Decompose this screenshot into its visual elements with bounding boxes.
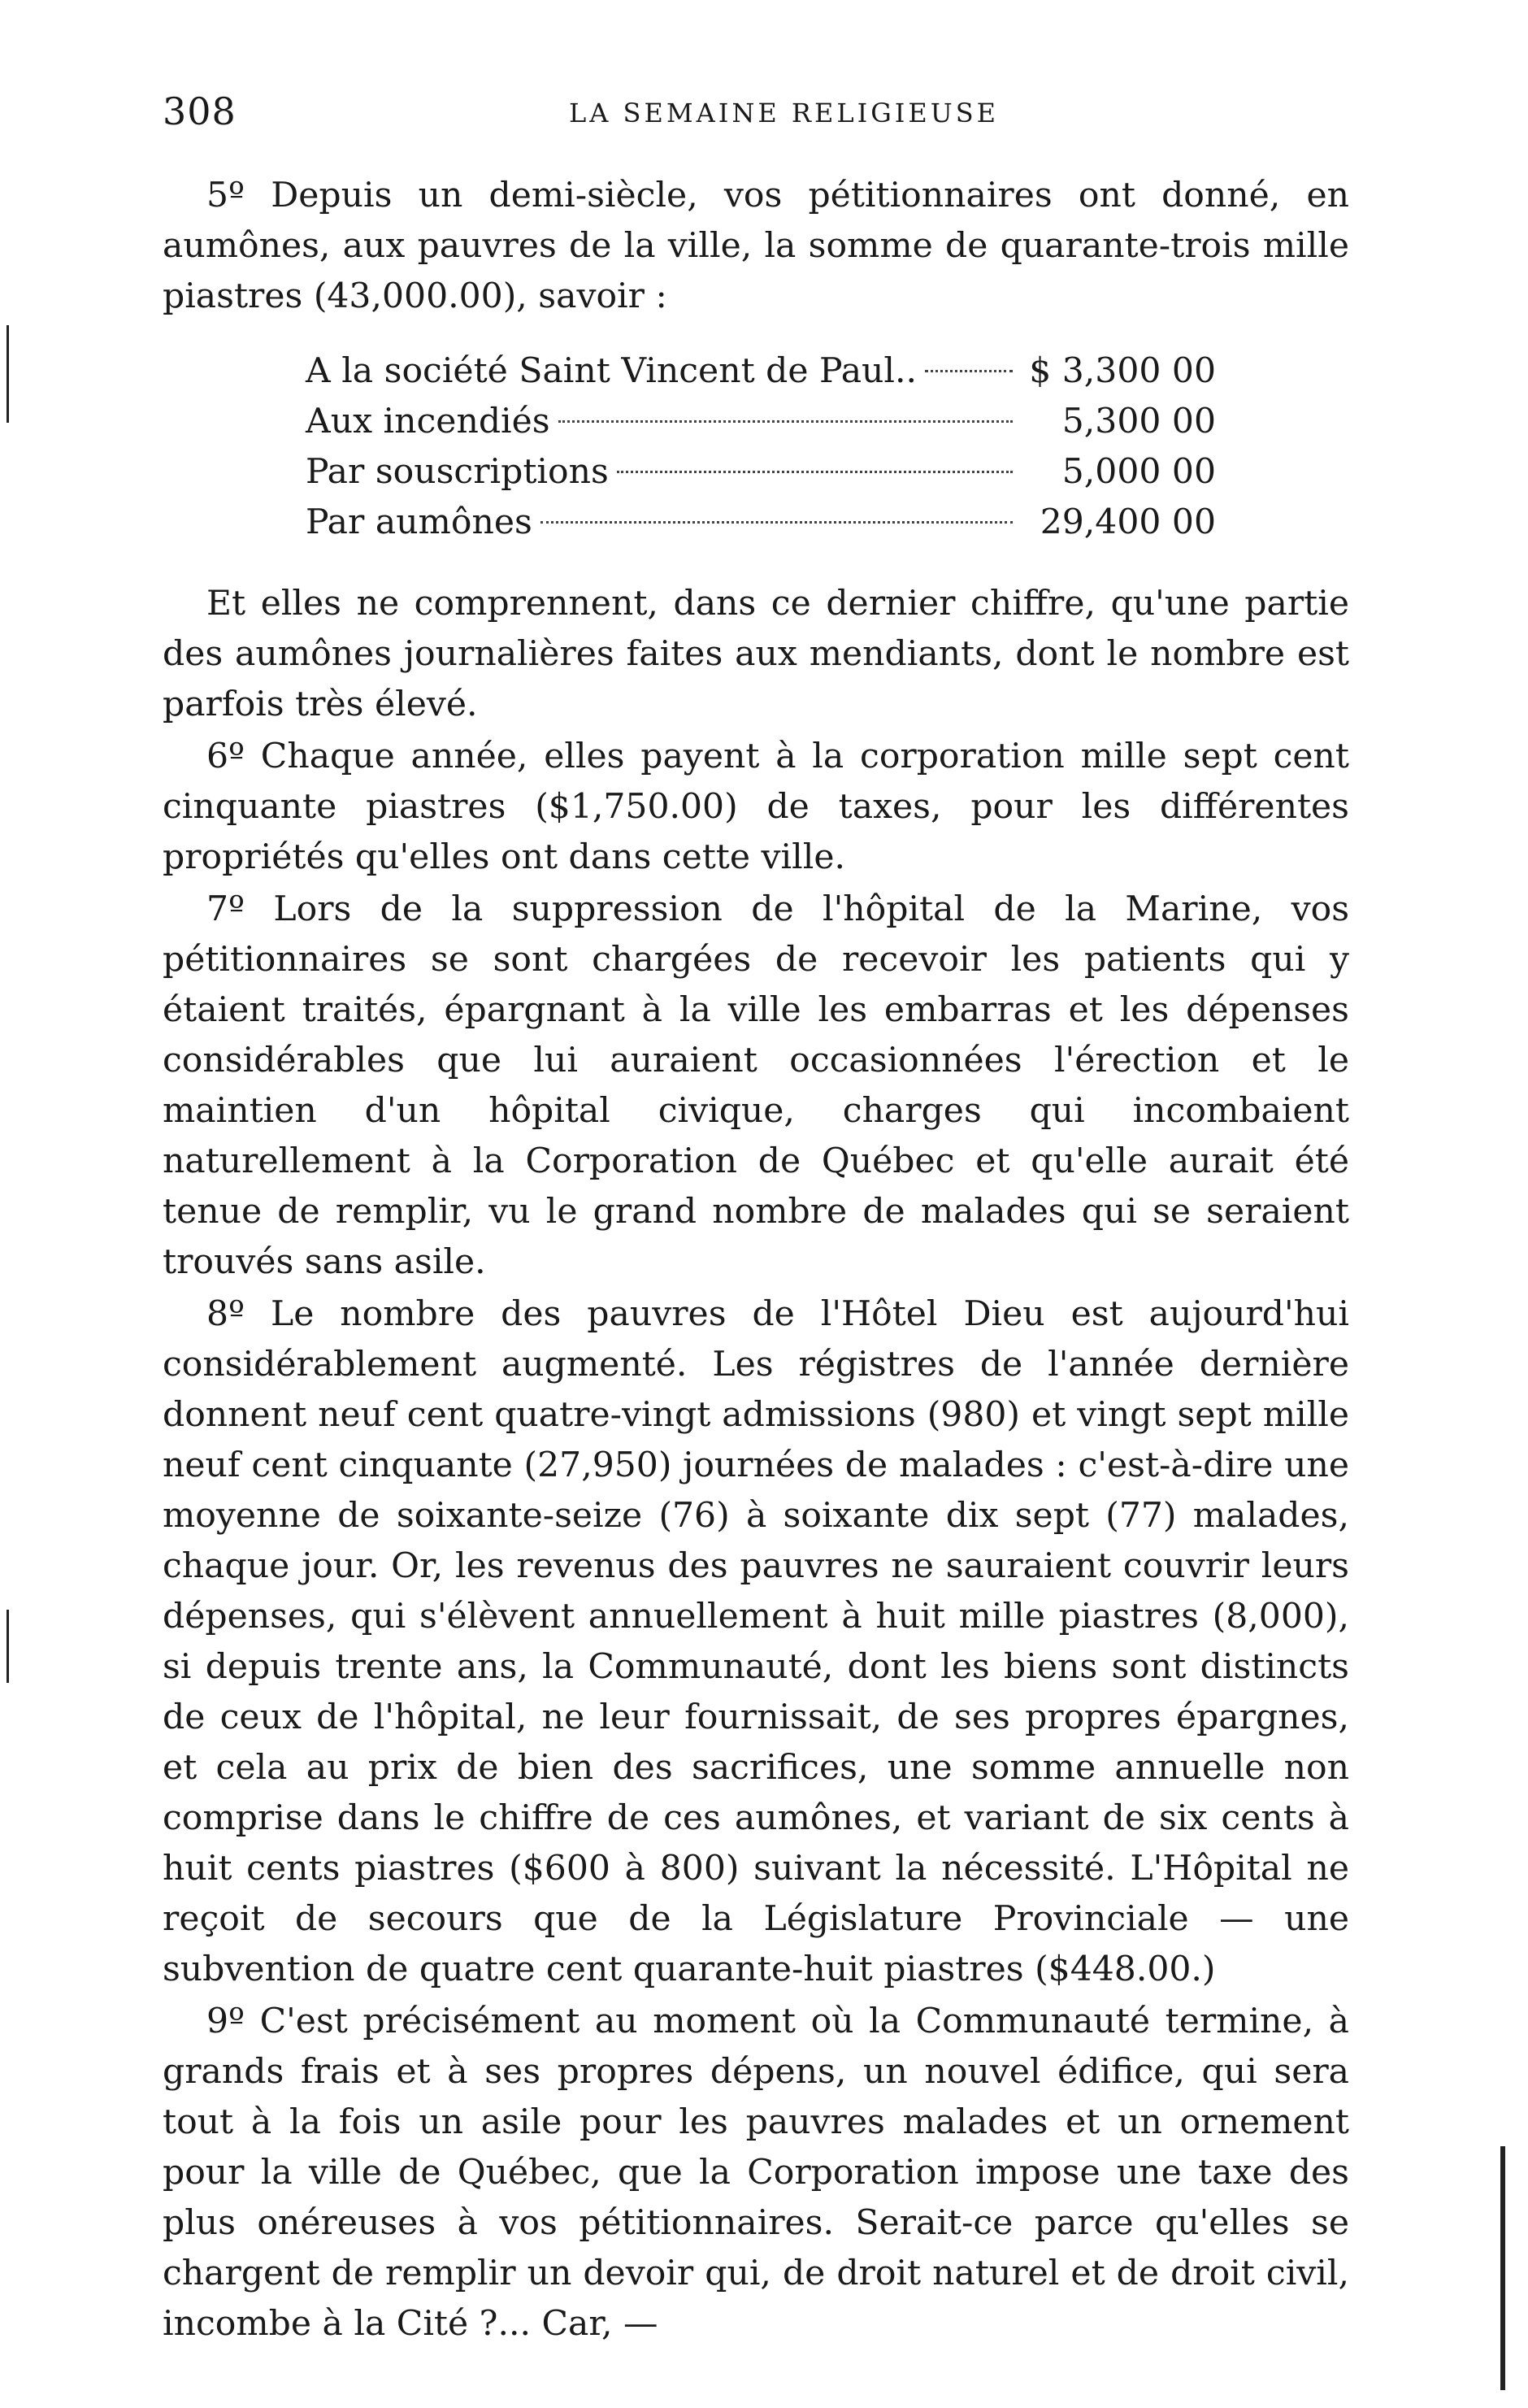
ledger-row	[306, 447, 1216, 498]
body-text	[163, 171, 1349, 2349]
running-title: LA SEMAINE RELIGIEUSE	[569, 98, 1000, 128]
ledger-amount: 29,400 00	[1040, 502, 1216, 542]
dot-leader	[558, 420, 1013, 423]
paragraph-6: 6º Chaque année, elles payent à la corporation mille sept cent cinquante piastres ($1,750.00) de taxes, pour les différentes propriétés qu'elles ont dans cette ville.	[163, 737, 1349, 877]
ledger-label: Aux incendiés	[306, 402, 550, 441]
ledger-label: Par souscriptions	[306, 452, 609, 492]
paragraph-et-elles: Et elles ne comprennent, dans ce dernier chiffre, qu'une partie des aumônes journalières faites aux mendiants, dont le nombre est parfois très élevé.	[163, 584, 1349, 724]
scan-edge-mark	[7, 1610, 9, 1683]
donation-ledger	[306, 346, 1216, 548]
ledger-label: Par aumônes	[306, 502, 532, 542]
ledger-row	[306, 346, 1216, 397]
dot-leader	[617, 471, 1013, 473]
paragraph-7: 7º Lors de la suppression de l'hôpital de la Marine, vos pétitionnaires se sont chargées de recevoir les patients qui y étaient traités, épargnant à la ville les embarras et les dépenses considérables que lui auraient occasionnées l'érection et le maintien d'un hôpital civique, charges qui incombaient naturellement à la Corporation de Québec et qu'elle aurait été tenue de remplir, vu le grand nombre de malades qui se seraient trouvés sans asile.	[163, 889, 1349, 1282]
dot-leader	[925, 370, 1013, 372]
running-header	[163, 89, 1349, 146]
page-number: 308	[163, 89, 237, 133]
ledger-row	[306, 397, 1216, 447]
ledger-amount: $ 3,300 00	[1029, 351, 1216, 391]
ledger-amount: 5,000 00	[1061, 452, 1216, 492]
scan-edge-mark	[7, 325, 9, 423]
paragraph-9: 9º C'est précisément au moment où la Communauté termine, à grands frais et à ses propres dépens, un nouvel édifice, qui sera tout à la fois un asile pour les pauvres malades et un ornement pour la ville de Québec, que la Corporation impose une taxe des plus onéreuses à vos pétitionnaires. Serait-ce parce qu'elles se chargent de remplir un devoir qui, de droit naturel et de droit civil, incombe à la Cité ?... Car, —	[163, 2002, 1349, 2344]
ledger-row	[306, 498, 1216, 548]
dot-leader	[540, 521, 1013, 524]
paragraph-8: 8º Le nombre des pauvres de l'Hôtel Dieu est aujourd'hui considérablement augmenté. Les régistres de l'année dernière donnent neuf cent quatre-vingt admissions (980) et vingt sept mille neuf cent cinquante (27,950) journées de malades : c'est-à-dire une moyenne de soixante-seize (76) à soixante dix sept (77) malades, chaque jour. Or, les revenus des pauvres ne sauraient couvrir leurs dépenses, qui s'élèvent annuellement à huit mille piastres (8,000), si depuis trente ans, la Communauté, dont les biens sont distincts de ceux de l'hôpital, ne leur fournissait, de ses propres épargnes, et cela au prix de bien des sacrifices, une somme annuelle non comprise dans le chiffre de ces aumônes, et variant de six cents à huit cents piastres ($600 à 800) suivant la nécessité. L'Hôpital ne reçoit de secours que de la Législature Provinciale — une subvention de quatre cent quarante-huit piastres ($448.00.)	[163, 1294, 1349, 1989]
scan-edge-mark	[1500, 2146, 1505, 2390]
ledger-amount: 5,300 00	[1061, 402, 1216, 441]
ledger-label: A la société Saint Vincent de Paul..	[306, 351, 918, 391]
paragraph-5: 5º Depuis un demi-siècle, vos pétitionnaires ont donné, en aumônes, aux pauvres de la ville, la somme de quarante-trois mille piastres (43,000.00), savoir :	[163, 176, 1349, 316]
